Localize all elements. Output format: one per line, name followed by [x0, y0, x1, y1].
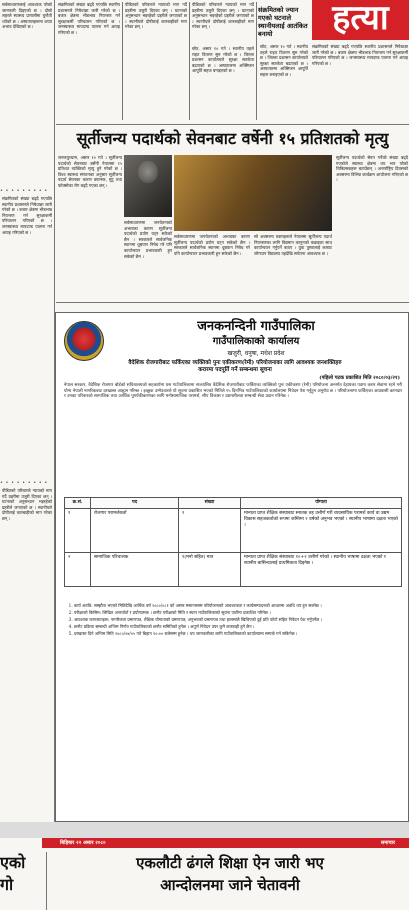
article-column-5: संक्रमितको संख्या बढ्दै गएपछि स्थानीय प्रशासनले निषेधाज्ञा जारी गरेको छ । बजार क्षेत्रमा भीडभाड नियन्त्रण गर्न सुरक्षाकर्मी परिचालन गरिएको छ । जनस्वास्थ्य मापदण्ड पालना गर्न आग्रह गरिएको छ ।: [312, 44, 408, 66]
left-sidebar-column: [0, 0, 54, 822]
tobacco-photo-large: [174, 155, 332, 231]
sidebar-text-bottom: पीडितको परिवारले न्यायको माग गर्दै प्रहरीमा उजुरी दिएका छन् । घटनाको अनुसन्धान भइरहेको प्रहरीले जनाएको छ । स्थानीयले दोषीलाई कारबाहीको माग गरेका छन् ।: [2, 488, 52, 521]
notice-publish-date: (पहिलो पटक प्रकाशित मिति २०८०/०३/२१): [319, 375, 400, 381]
partial-headline-line-1: एको: [0, 853, 26, 872]
tobacco-photo-small: [124, 155, 172, 217]
list-item: 5. दरखास्त दिने अन्तिम मिति २०८०/०४/०५ गते बिहान १०:०० बजेसम्म हुनेछ । थप जानकारीका लागि गाउँपालिकाको कार्यालयमा सम्पर्क गर्न सकिनेछ ।: [74, 631, 402, 637]
section-divider: [56, 302, 409, 303]
page-gap: [0, 822, 409, 838]
page-section-label: समाचार: [380, 840, 395, 846]
table-cell: मान्यता प्राप्त शैक्षिक संस्थाबाट १०+२ उत्तीर्ण गरेको । स्थानीय भाषामा दक्षता भएको र स्थानीय बासिन्दालाई प्राथमिकता दिइनेछ ।: [241, 553, 402, 587]
tobacco-headline: सूर्तीजन्य पदार्थको सेवनबाट वर्षेनी १५ प्रतिशतको मृत्यु: [76, 129, 389, 148]
column-divider: [122, 2, 123, 120]
headline-line-1: एकलौटी ढंगले शिक्षा ऐन जारी भए: [136, 854, 324, 872]
table-header-row: [65, 498, 402, 509]
article-column-1: संक्रमितको संख्या बढ्दै गएपछि स्थानीय प्रशासनले निषेधाज्ञा जारी गरेको छ । बजार क्षेत्रमा भीडभाड नियन्त्रण गर्न सुरक्षाकर्मी परिचालन गरिएको छ । जनस्वास्थ्य मापदण्ड पालना गर्न आग्रह गरिएको छ ।: [58, 2, 120, 35]
article-column-4: स्रोत, असार १० गते । स्थानीय तहले राहत वितरण सुरु गरेको छ । जिल्ला प्रशासन कार्यालयले सुरक्षा सतर्कता बढाएको छ । अस्पतालमा अक्सिजन आपूर्ति सहज बनाइएको छ ।: [260, 44, 308, 77]
table-header-cell: पद: [91, 498, 179, 509]
notice-body: नेपाल सरकार, वैदेशिक रोजगार बोर्डको सचिवालयको सहकार्यमा यस गाउँपालिकामा सञ्चालित वैदेशिक रोजगारीबाट फर्किएका व्यक्तिको पुनः एकीकरण (रेमी) परियोजना अन्तर्गत देहायका पदमा करार सेवामा रहने गरी योग्य नेपाली नागरिकबाट दरखास्त आह्वान गरिन्छ । इच्छुक उम्मेदवारले यो सूचना प्रकाशित भएको मितिले १५ दिनभित्र गाउँपालिकाको कार्यालयमा निवेदन पेश गर्नुहुन अनुरोध छ । परियोजनामा फर्किएका आप्रवासी कामदार र उनका परिवारको सामाजिक तथा आर्थिक पुनर्एकीकरणका लागि मनोसामाजिक परामर्श, सीप विकास र उद्यमशीलता सम्बन्धी सेवा प्रदान गरिनेछ ।: [64, 383, 402, 400]
list-item: 2. परीक्षाको किसिम: लिखित अन्तर्वार्ता र प्रयोगात्मक । छनौट परीक्षाको मिति र स्थान गाउँपालिकाको सूचना पाटीमा प्रकाशित गरिनेछ ।: [74, 610, 402, 616]
top-headline-lead: संक्रमितको ज्यान गएको घटनाले स्थानीयलाई आतंकित बनायो: [258, 6, 308, 38]
table-header-cell: क्र.सं.: [65, 498, 91, 509]
partial-headline-left: [0, 852, 40, 896]
tobacco-article-col-5: सूर्तीजन्य पदार्थको सेवन गर्नेको संख्या बढ्दै गएकोले स्वास्थ्य क्षेत्रमा थप भार परेको चिकित्सकहरू बताउँछन् । अन्तर्राष्ट्रिय दिवसको अवसरमा विभिन्न कार्यक्रम आयोजना गरिएको छ ।: [336, 155, 408, 183]
list-item: 4. छनौट प्रक्रिया सम्बन्धी अन्तिम निर्णय गाउँपालिकाको छनौट समितिको हुनेछ । अपूर्ण निवेदन उपर कुनै कारबाही हुने छैन ।: [74, 624, 402, 630]
vacancy-notice: [55, 312, 409, 822]
table-cell: २: [65, 553, 91, 587]
notice-subtitle: गाउँपालिकाको कार्यालय: [212, 336, 300, 347]
notice-address: खजुरी, धनुषा, मधेश प्रदेश: [227, 350, 285, 357]
sidebar-separator-2: • • • • • • • • •: [0, 480, 48, 486]
sidebar-text-middle: संक्रमितको संख्या बढ्दै गएपछि स्थानीय प्रशासनले निषेधाज्ञा जारी गरेको छ । बजार क्षेत्रमा भीडभाड नियन्त्रण गर्न सुरक्षाकर्मी परिचालन गरिएको छ । जनस्वास्थ्य मापदण्ड पालना गर्न आग्रह गरिएको छ ।: [2, 196, 52, 235]
table-cell: सामाजिक परिचालक: [91, 553, 179, 587]
table-cell: १(मनो सहित) मात्र: [179, 553, 241, 587]
table-cell: रोजगार परामर्शकर्ता: [91, 509, 179, 553]
top-headline: हत्या: [312, 0, 409, 40]
notice-notes-list: [64, 603, 402, 638]
section-divider: [56, 124, 409, 125]
column-divider: [256, 2, 257, 120]
notice-heading-2: करारमा पदपूर्ति गर्ने सम्बन्धमा सूचना: [198, 367, 272, 373]
government-emblem-icon: [64, 321, 104, 361]
table-row: [65, 509, 402, 553]
page-date: बिहिबार २२ असार २०८०: [60, 840, 106, 846]
article-column-2: पीडितको परिवारले न्यायको माग गर्दै प्रहरीमा उजुरी दिएका छन् । घटनाको अनुसन्धान भइरहेको प्रहरीले जनाएको छ । स्थानीयले दोषीलाई कारबाहीको माग गरेका छन् ।: [125, 2, 187, 30]
table-header-cell: योग्यता: [241, 498, 402, 509]
sidebar-text-top: सर्वसाधारणलाई आवश्यक परेको जानकारी दिइएको छ । दोस्रो लहरले स्वास्थ्य प्रणालीमा चुनौती थपेको छ । अस्पतालहरूमा शय्या अभाव देखिएको छ ।: [2, 2, 52, 30]
tobacco-article-col-3: सर्वसाधारणमा जनचेतनाको अभावका कारण सूर्तीजन्य पदार्थको प्रयोग घट्न सकेको छैन । सरकारले सार्वजनिक स्थानमा धूम्रपान निषेध गरे पनि कार्यान्वयन प्रभावकारी हुन सकेको छैन ।: [174, 234, 250, 256]
table-row: [65, 553, 402, 587]
tobacco-article-col-2: सर्वसाधारणमा जनचेतनाको अभावका कारण सूर्तीजन्य पदार्थको प्रयोग घट्न सकेको छैन । सरकारले सार्वजनिक स्थानमा धूम्रपान निषेध गरे पनि कार्यान्वयन प्रभावकारी हुन सकेको छैन ।: [124, 220, 172, 259]
list-item: 3. आवश्यक कागजातहरू: नागरिकता प्रमाणपत्र, शैक्षिक योग्यताको प्रमाणपत्र, अनुभवको प्रमाणपत्र तथा हालसालै खिचिएको दुई प्रति फोटो सहित निवेदन पेश गर्नुपर्नेछ ।: [74, 617, 402, 623]
headline-line-2: आन्दोलनमा जाने चेतावनी: [160, 876, 300, 894]
column-divider: [189, 2, 190, 120]
notice-title: जनकनन्दिनी गाउँपालिका: [197, 319, 315, 334]
positions-table: [64, 497, 402, 587]
tobacco-article-col-4: सो अवसरमा वक्ताहरूले नेपालमा सूर्तीजन्य पदार्थ नियन्त्रणका लागि विद्यमान कानुनको कडाइका साथ कार्यान्वयन गर्नुपर्ने बताए । युवा पुस्तालाई लत्बाट जोगाउन विद्यालय तहदेखि सचेतना आवश्यक छ ।: [254, 234, 332, 256]
table-cell: १: [179, 509, 241, 553]
table-header-cell: संख्या: [179, 498, 241, 509]
sidebar-separator: • • • • • • • • •: [0, 188, 48, 194]
newspaper-page-2: [0, 838, 409, 910]
page-header-band: [42, 838, 409, 848]
notice-heading: वैदेशिक रोजगारीबाट फर्किएका व्यक्तिको पुनः एकीकरण(रेमी) परियोजनाका लागि आवश्यक जनशक्तिहरु: [128, 360, 342, 366]
article-column-3-top: पीडितको परिवारले न्यायको माग गर्दै प्रहरीमा उजुरी दिएका छन् । घटनाको अनुसन्धान भइरहेको प्रहरीले जनाएको छ । स्थानीयले दोषीलाई कारबाहीको माग गरेका छन् ।: [192, 2, 254, 30]
education-act-headline: [70, 852, 390, 896]
table-cell: १: [65, 509, 91, 553]
table-cell: मान्यता प्राप्त शैक्षिक संस्थाबाट स्नातक तह उत्तीर्ण गरी व्यवसायिक परामर्श कार्य वा उद्यम विकास सहजकर्ताको रूपमा कम्तिमा २ वर्षको अनुभव भएको । स्थानीय भाषामा दक्षता भएको ।: [241, 509, 402, 553]
tobacco-article-col-1: जनकपुरधाम, असार १० गते । सूर्तीजन्य पदार्थको सेवनबाट बर्सेनी नेपालमा १५ प्रतिशत व्यक्तिको मृत्यु हुने गरेको छ । विश्व स्वास्थ्य संगठनका अनुसार सूर्तीजन्य पदार्थ सेवनका कारण क्यान्सर, मुटु तथा फोक्सोका रोग बढ्दै गएका छन् ।: [58, 155, 122, 188]
column-divider: [46, 852, 47, 910]
partial-headline-line-2: गो: [0, 875, 14, 894]
article-column-3: स्रोत, असार १० गते । स्थानीय तहले राहत वितरण सुरु गरेको छ । जिल्ला प्रशासन कार्यालयले सुरक्षा सतर्कता बढाएको छ । अस्पतालमा अक्सिजन आपूर्ति सहज बनाइएको छ ।: [192, 46, 254, 74]
list-item: 1. कार्य अवधि: सम्झौता भएको मितिदेखि आर्थिक वर्ष २०८०/०८१ को असार मसान्तसम्म परियोजनाको आवश्यकता र कार्यसम्पादनको आधारमा अवधि थप हुन सक्नेछ ।: [74, 603, 402, 609]
